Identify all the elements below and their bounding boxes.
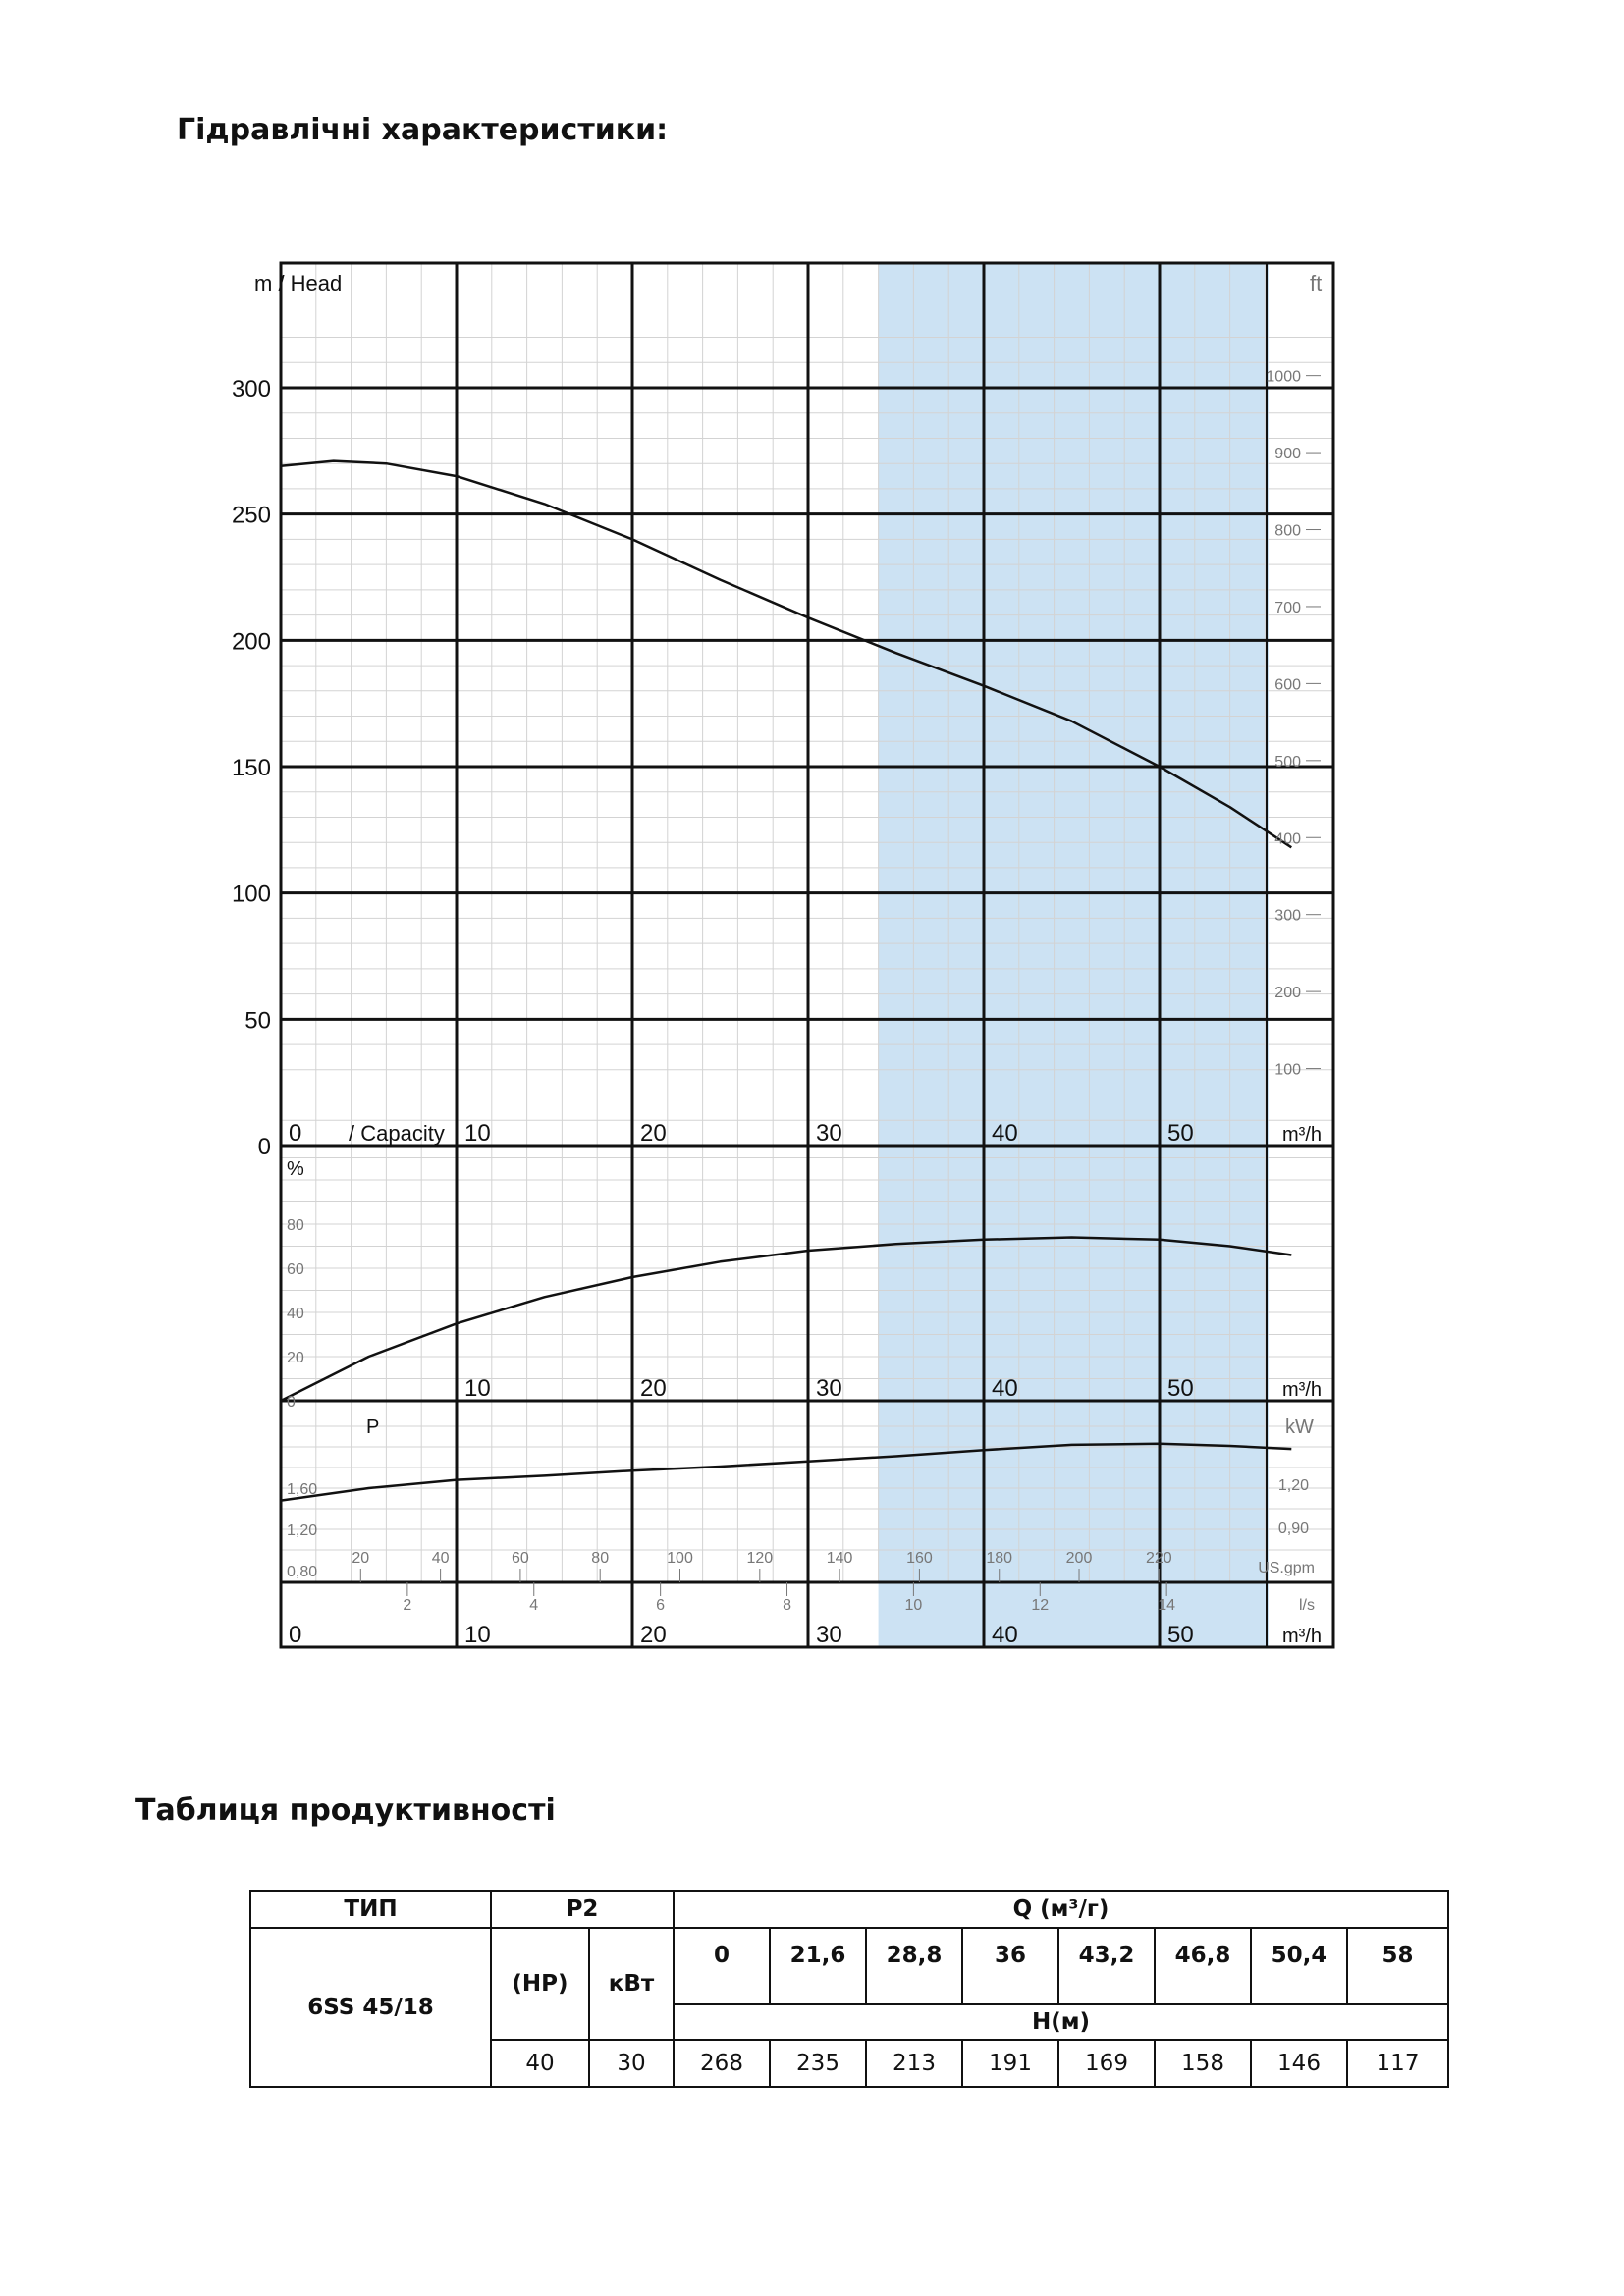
highlight-band (879, 263, 1269, 1647)
m3h-unit-label: m³/h (1282, 1626, 1322, 1647)
header-h: Н(м) (674, 2004, 1448, 2040)
power-kw-value: 30 (589, 2040, 674, 2087)
m3h-tick-label: 30 (816, 1622, 842, 1648)
q-value: 0 (674, 1928, 770, 2004)
head-tick-label: 100 (231, 881, 271, 908)
ft-tick-label: 100 (1274, 1061, 1301, 1079)
ls-tick-label: 4 (529, 1597, 539, 1614)
head-tick-label: 0 (257, 1134, 271, 1160)
header-q: Q (м³/г) (674, 1891, 1448, 1928)
unit-kw: кВт (589, 1928, 674, 2040)
q-value: 21,6 (770, 1928, 866, 2004)
hydraulic-characteristics-heading: Гідравлічні характеристики: (177, 113, 669, 147)
efficiency-x-tick-label: 20 (640, 1375, 667, 1402)
head-tick-label: 150 (231, 755, 271, 781)
model-cell: 6SS 45/18 (250, 1928, 491, 2087)
efficiency-tick-label: 80 (287, 1217, 304, 1234)
ft-tick-label: 400 (1274, 830, 1301, 848)
header-p2: Р2 (491, 1891, 674, 1928)
usgpm-tick-label: 100 (667, 1550, 693, 1567)
usgpm-tick-label: 80 (591, 1550, 610, 1567)
usgpm-tick-label: 120 (746, 1550, 774, 1567)
efficiency-x-tick-label: 10 (464, 1375, 491, 1402)
efficiency-tick-label: 20 (287, 1350, 304, 1366)
h-value: 268 (674, 2040, 770, 2087)
ft-tick-label: 300 (1274, 907, 1301, 925)
usgpm-tick-label: 220 (1145, 1550, 1172, 1567)
kw-axis-label: kW (1285, 1416, 1314, 1438)
m3h-tick-label: 50 (1167, 1622, 1194, 1648)
ls-tick-label: 2 (403, 1597, 412, 1614)
capacity-tick-label: 30 (816, 1120, 842, 1147)
head-tick-label: 300 (231, 376, 271, 402)
ls-tick-label: 14 (1158, 1597, 1176, 1614)
efficiency-x-tick-label: 40 (992, 1375, 1018, 1402)
power-tick-label: 1,60 (287, 1481, 318, 1498)
usgpm-tick-label: 20 (352, 1550, 370, 1567)
capacity-tick-label: 40 (992, 1120, 1018, 1147)
h-value: 213 (866, 2040, 962, 2087)
q-value: 46,8 (1155, 1928, 1251, 2004)
ft-tick-label: 200 (1274, 985, 1301, 1002)
power-tick-label: 1,20 (287, 1522, 318, 1539)
ls-tick-label: 6 (656, 1597, 666, 1614)
kw-tick-label: 0,90 (1277, 1521, 1309, 1537)
usgpm-tick-label: 60 (512, 1550, 529, 1567)
h-value: 117 (1347, 2040, 1448, 2087)
m3h-tick-label: 0 (289, 1622, 302, 1648)
efficiency-unit-label: m³/h (1282, 1379, 1322, 1401)
q-value: 28,8 (866, 1928, 962, 2004)
performance-table-heading: Таблиця продуктивності (135, 1793, 556, 1828)
usgpm-unit-label: US.gpm (1258, 1560, 1315, 1576)
ft-tick-label: 600 (1274, 676, 1301, 694)
usgpm-tick-label: 160 (906, 1550, 933, 1567)
h-value: 158 (1155, 2040, 1251, 2087)
q-value: 58 (1347, 1928, 1448, 2004)
ft-tick-label: 900 (1274, 446, 1301, 463)
usgpm-tick-label: 180 (986, 1550, 1013, 1567)
efficiency-x-tick-label: 50 (1167, 1375, 1194, 1402)
ft-tick-label: 1000 (1266, 368, 1301, 386)
capacity-tick-label: 10 (464, 1120, 491, 1147)
h-value: 146 (1251, 2040, 1347, 2087)
efficiency-x-tick-label: 30 (816, 1375, 842, 1402)
head-tick-label: 50 (244, 1007, 271, 1035)
capacity-axis-label: / Capacity (349, 1121, 445, 1146)
efficiency-axis-label: % (287, 1158, 304, 1180)
head-tick-label: 250 (231, 502, 271, 529)
ls-tick-label: 8 (783, 1597, 791, 1614)
q-value: 36 (962, 1928, 1058, 2004)
usgpm-tick-label: 140 (826, 1550, 853, 1567)
ft-axis-label: ft (1310, 271, 1323, 295)
capacity-tick-label: 50 (1167, 1120, 1194, 1147)
ls-tick-label: 12 (1031, 1597, 1050, 1614)
m3h-tick-label: 40 (992, 1622, 1018, 1648)
power-hp-value: 40 (491, 2040, 589, 2087)
m3h-tick-label: 20 (640, 1622, 667, 1648)
efficiency-tick-label: 40 (287, 1306, 304, 1322)
power-tick-label: 0,80 (287, 1564, 318, 1580)
unit-hp: (HP) (491, 1928, 589, 2040)
usgpm-tick-label: 200 (1065, 1550, 1093, 1567)
q-value: 43,2 (1058, 1928, 1155, 2004)
h-value: 191 (962, 2040, 1058, 2087)
m3h-tick-label: 10 (464, 1622, 491, 1648)
power-axis-label: P (366, 1416, 380, 1438)
h-value: 235 (770, 2040, 866, 2087)
header-type: ТИП (250, 1891, 491, 1928)
h-value: 169 (1058, 2040, 1155, 2087)
efficiency-tick-label: 60 (287, 1261, 304, 1278)
capacity-unit-label: m³/h (1282, 1124, 1322, 1146)
usgpm-tick-label: 40 (431, 1550, 450, 1567)
capacity-tick-label: 0 (289, 1120, 302, 1147)
ft-tick-label: 800 (1274, 522, 1301, 540)
ft-tick-label: 500 (1274, 753, 1301, 771)
head-tick-label: 200 (231, 628, 271, 656)
head-axis-label: m / Head (254, 271, 343, 295)
efficiency-tick-label: 0 (287, 1394, 296, 1411)
performance-table (249, 1890, 1449, 2088)
kw-tick-label: 1,20 (1277, 1477, 1309, 1494)
ft-tick-label: 700 (1274, 599, 1301, 616)
ls-tick-label: 10 (904, 1597, 923, 1614)
ls-unit-label: l/s (1299, 1597, 1315, 1614)
q-value: 50,4 (1251, 1928, 1347, 2004)
capacity-tick-label: 20 (640, 1120, 667, 1147)
